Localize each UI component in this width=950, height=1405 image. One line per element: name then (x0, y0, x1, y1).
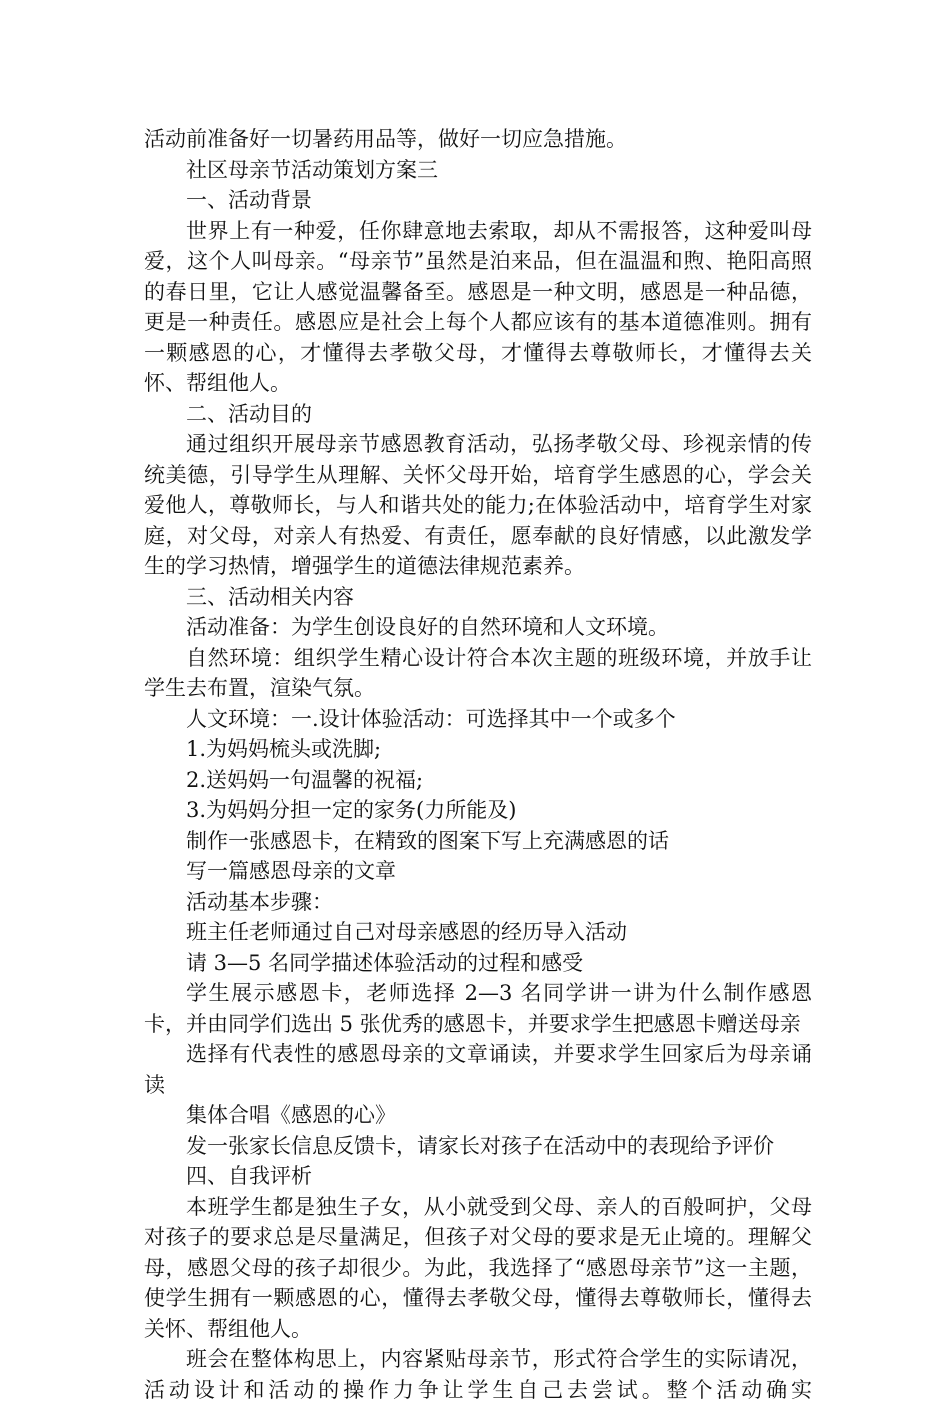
paragraph-preparation: 活动准备：为学生创设良好的自然环境和人文环境。 (186, 615, 669, 639)
heading-purpose: 二、活动目的 (186, 401, 312, 426)
section-title: 社区母亲节活动策划方案三 (186, 157, 438, 182)
paragraph-class-meeting: 班会在整体构思上，内容紧贴母亲节，形式符合学生的实际请况，活动设计和活动的操作力争让学生自己去尝试。整个活动确实 (144, 1347, 812, 1402)
paragraph-natural-environment: 自然环境：组织学生精心设计符合本次主题的班级环境，并放手让学生去布置，渲染气氛。 (144, 645, 812, 700)
step-item: 选择有代表性的感恩母亲的文章诵读，并要求学生回家后为母亲诵读 (144, 1042, 812, 1097)
step-item: 班主任老师通过自己对母亲感恩的经历导入活动 (186, 920, 627, 944)
paragraph-essay: 写一篇感恩母亲的文章 (186, 859, 396, 883)
heading-self-evaluation: 四、自我评析 (186, 1164, 312, 1188)
paragraph-card: 制作一张感恩卡，在精致的图案下写上充满感恩的话 (186, 828, 669, 853)
heading-content: 三、活动相关内容 (186, 584, 354, 609)
heading-background: 一、活动背景 (186, 188, 312, 212)
list-item: 2.送妈妈一句温馨的祝福; (186, 767, 424, 792)
paragraph-continued: 活动前准备好一切暑药用品等，做好一切应急措施。 (144, 127, 627, 151)
document-body (144, 124, 812, 1405)
paragraph-background: 世界上有一种爱，任你肆意地去索取，却从不需报答，这种爱叫母爱，这个人叫母亲。“母亲节”虽然是泊来品，但在温温和煦、艳阳高照的春日里，它让人感觉温馨备至。感恩是一种文明，感恩是一种品德，更是一种责任。感恩应是社会上每个人都应该有的基本道德准则。拥有一颗感恩的心，才懂得去孝敬父母，才懂得去尊敬师长，才懂得去关怀、帮组他人。 (144, 218, 812, 395)
paragraph-purpose: 通过组织开展母亲节感恩教育活动，弘扬孝敬父母、珍视亲情的传统美德，引导学生从理解、关怀父母开始，培育学生感恩的心，学会关爱他人，尊敬师长，与人和谐共处的能力;在体验活动中，培育学生对家庭，对父母，对亲人有热爱、有责任，愿奉献的良好情感，以此激发学生的学习热情，增强学生的道德法律规范素养。 (144, 432, 812, 578)
step-item: 发一张家长信息反馈卡，请家长对孩子在活动中的表现给予评价 (186, 1133, 774, 1158)
step-item: 请 3—5 名同学描述体验活动的过程和感受 (186, 950, 584, 975)
paragraph-steps-label: 活动基本步骤： (186, 889, 333, 914)
step-item: 学生展示感恩卡，老师选择 2—3 名同学讲一讲为什么制作感恩卡，并由同学们选出 5 张优秀的感恩卡，并要求学生把感恩卡赠送母亲 (144, 981, 812, 1036)
list-item: 1.为妈妈梳头或洗脚; (186, 737, 382, 761)
step-item: 集体合唱《感恩的心》 (186, 1103, 396, 1127)
paragraph-cultural-environment: 人文环境：一.设计体验活动：可选择其中一个或多个 (186, 706, 676, 731)
list-item: 3.为妈妈分担一定的家务(力所能及) (186, 798, 517, 822)
paragraph-self-evaluation: 本班学生都是独生子女，从小就受到父母、亲人的百般呵护，父母对孩子的要求总是尽量满足，但孩子对父母的要求是无止境的。理解父母，感恩父母的孩子却很少。为此，我选择了“感恩母亲节”这一主题，使学生拥有一颗感恩的心，懂得去孝敬父母，懂得去尊敬师长，懂得去关怀、帮组他人。 (144, 1194, 812, 1341)
